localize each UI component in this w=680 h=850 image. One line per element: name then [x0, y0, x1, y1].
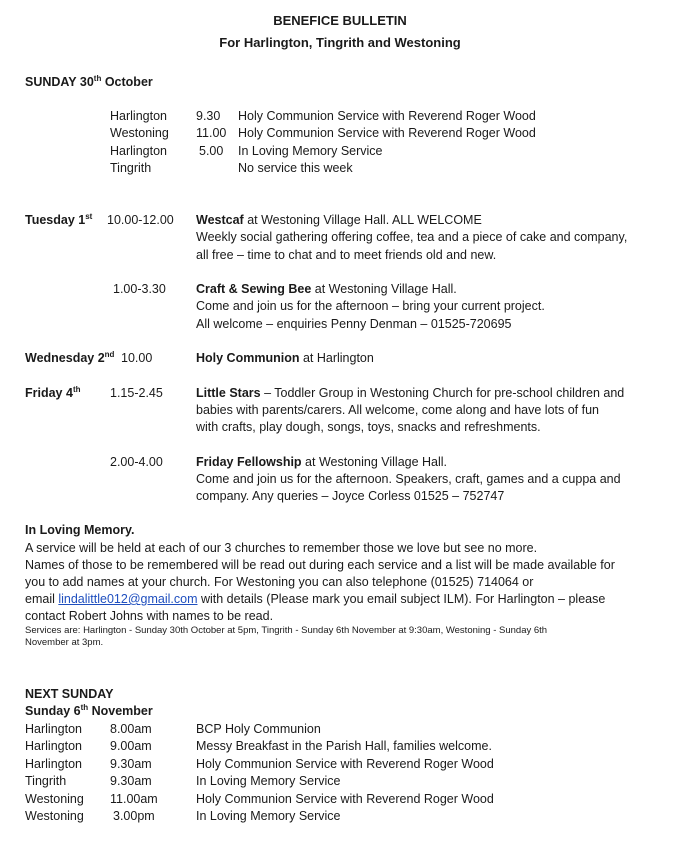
next-row-5-desc: Holy Communion Service with Reverend Roger Wood — [196, 792, 494, 806]
friday-event-1-title-line: Little Stars – Toddler Group in Westoning Church for pre-school children and — [196, 386, 625, 400]
sunday-row-3-desc: In Loving Memory Service — [238, 144, 383, 158]
next-row-2-place: Harlington — [25, 739, 82, 753]
next-row-1-place: Harlington — [25, 722, 82, 736]
next-row-6-desc: In Loving Memory Service — [196, 809, 341, 823]
tuesday-event-2-line-2: Come and join us for the afternoon – bring your current project. — [196, 299, 545, 313]
friday-event-2-title-line: Friday Fellowship at Westoning Village Hall. — [196, 455, 448, 469]
tuesday-event-1-line-3: all free – time to chat and to meet friends old and new. — [196, 248, 497, 262]
friday-event-1-line-2: babies with parents/carers. All welcome, come along and have lots of fun — [196, 403, 599, 417]
next-row-3-time: 9.30am — [110, 757, 152, 771]
memory-paragraph-line-2: Names of those to be remembered will be read out during each service and a list will be made available for — [25, 558, 615, 572]
email-link[interactable]: lindalittle012@gmail.com — [58, 592, 198, 606]
next-row-3-place: Harlington — [25, 757, 82, 771]
tuesday-event-2-line-3: All welcome – enquiries Penny Denman – 01525-720695 — [196, 317, 512, 331]
tuesday-event-2-time: 1.00-3.30 — [113, 282, 166, 296]
next-row-6-time: 3.00pm — [113, 809, 155, 823]
memory-paragraph-line-4: email lindalittle012@gmail.com with details (Please mark you email subject ILM). For Harlington – please — [25, 592, 606, 606]
tuesday-event-1-time: 10.00-12.00 — [107, 213, 174, 227]
wednesday-event-title-line: Holy Communion at Harlington — [196, 351, 374, 365]
bulletin-subtitle: For Harlington, Tingrith and Westoning — [219, 35, 461, 50]
sunday-row-2-desc: Holy Communion Service with Reverend Roger Wood — [238, 126, 536, 140]
sunday-row-2-place: Westoning — [110, 126, 169, 140]
next-row-4-desc: In Loving Memory Service — [196, 774, 341, 788]
next-row-3-desc: Holy Communion Service with Reverend Roger Wood — [196, 757, 494, 771]
tuesday-event-1-line-2: Weekly social gathering offering coffee, tea and a piece of cake and company, — [196, 230, 628, 244]
sunday-row-1-time: 9.30 — [196, 109, 221, 123]
friday-day: Friday 4th — [25, 384, 81, 400]
sunday-row-3-place: Harlington — [110, 144, 167, 158]
memory-services-line-1: Services are: Harlington - Sunday 30th October at 5pm, Tingrith - Sunday 6th November at 9:30am, Westoning - Sunday 6th — [25, 625, 548, 636]
next-row-5-time: 11.00am — [110, 792, 158, 806]
next-row-2-desc: Messy Breakfast in the Parish Hall, families welcome. — [196, 739, 492, 753]
memory-paragraph-line-1: A service will be held at each of our 3 churches to remember those we love but see no more. — [25, 541, 538, 555]
next-row-5-place: Westoning — [25, 792, 84, 806]
friday-event-1-time: 1.15-2.45 — [110, 386, 163, 400]
next-sunday-date: Sunday 6th November — [25, 702, 153, 718]
memory-services-line-2: November at 3pm. — [25, 637, 104, 648]
sunday-row-3-time: 5.00 — [199, 144, 224, 158]
next-row-4-place: Tingrith — [25, 774, 67, 788]
sunday-row-1-place: Harlington — [110, 109, 167, 123]
sunday-row-4-desc: No service this week — [238, 161, 353, 175]
friday-event-2-line-2: Come and join us for the afternoon. Speakers, craft, games and a cuppa and — [196, 472, 621, 486]
next-row-1-time: 8.00am — [110, 722, 152, 736]
tuesday-event-2-title-line: Craft & Sewing Bee at Westoning Village Hall. — [196, 282, 457, 296]
bulletin-title: BENEFICE BULLETIN — [273, 13, 407, 28]
friday-event-2-line-3: company. Any queries – Joyce Corless 01525 – 752747 — [196, 489, 505, 503]
next-sunday-heading: NEXT SUNDAY — [25, 687, 114, 701]
next-row-6-place: Westoning — [25, 809, 84, 823]
wednesday-time: 10.00 — [121, 351, 153, 365]
sunday-row-2-time: 11.00 — [196, 126, 227, 140]
sunday-row-4-place: Tingrith — [110, 161, 152, 175]
next-row-4-time: 9.30am — [110, 774, 152, 788]
next-row-1-desc: BCP Holy Communion — [196, 722, 321, 736]
friday-event-2-time: 2.00-4.00 — [110, 455, 163, 469]
wednesday-day: Wednesday 2nd — [25, 349, 115, 365]
friday-event-1-line-3: with crafts, play dough, songs, toys, snacks and refreshments. — [196, 420, 541, 434]
tuesday-day: Tuesday 1st — [25, 211, 93, 227]
tuesday-event-1-title-line: Westcaf at Westoning Village Hall. ALL WELCOME — [196, 213, 482, 227]
memory-paragraph-line-3: you to add names at your church. For Westoning you can also telephone (01525) 714064 or — [25, 575, 534, 589]
memory-heading: In Loving Memory. — [25, 523, 135, 537]
sunday-heading: SUNDAY 30th October — [25, 73, 153, 89]
next-row-2-time: 9.00am — [110, 739, 152, 753]
sunday-row-1-desc: Holy Communion Service with Reverend Roger Wood — [238, 109, 536, 123]
memory-paragraph-line-5: contact Robert Johns with names to be read. — [25, 609, 274, 623]
